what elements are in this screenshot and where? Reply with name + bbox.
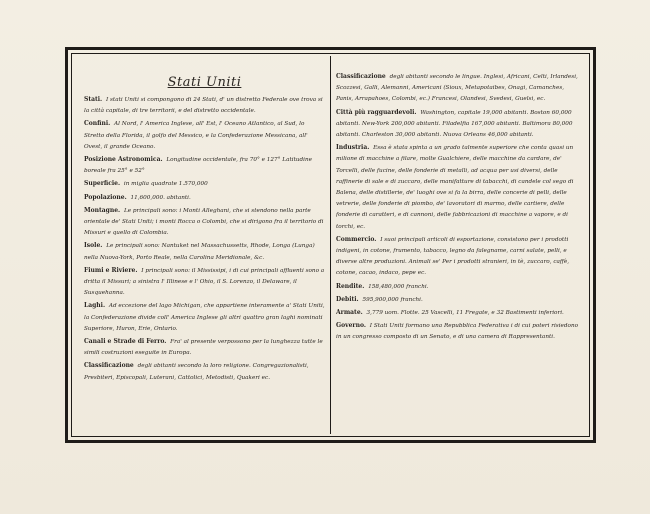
column-divider xyxy=(330,56,331,434)
entry-text: 595,900,000 franchi. xyxy=(362,296,423,303)
entry xyxy=(336,142,581,233)
entry-term: Superficie. xyxy=(84,180,121,188)
entry xyxy=(336,320,581,343)
entry xyxy=(84,178,325,190)
entry-term: Stati. xyxy=(84,96,103,103)
entry-term: Fiumi e Riviere. xyxy=(84,266,138,274)
entry-text: 11,600,000. abitanti. xyxy=(130,194,191,201)
entry-text: 3,779 uom. Flotte. 25 Vascelli, 11 Fregate, e 32 Bastimenti inferiori. xyxy=(366,310,564,317)
entry xyxy=(84,240,325,263)
entry-text: I principali sono: il Mississipi, i di cui principali affluenti sono a dritta il Missuri; a sinistra l' Illinese e l' Ohio, il S. Lorenzo, il Delaware, il Susquehanna. xyxy=(84,267,325,297)
entry-term: Città più ragguardevoli. xyxy=(336,108,417,116)
entry xyxy=(84,300,325,335)
entry xyxy=(84,360,325,383)
entry xyxy=(336,307,581,319)
entry-term: Montagne. xyxy=(84,206,121,214)
entry-text: Le principali sono: i Monti Alleghani, che si stendono nella parte orientale de' Stati Uniti; i monti Rocca o Colombi, che si dirigono fra il territorio di Missuri e quello di Colombia. xyxy=(84,207,324,237)
left-column xyxy=(84,56,325,432)
right-column xyxy=(336,56,581,432)
entry xyxy=(336,234,581,280)
entry-term: Posizione Astronomica. xyxy=(84,156,163,164)
entry xyxy=(84,118,325,153)
entry xyxy=(84,265,325,300)
entry xyxy=(336,71,581,106)
entry-term: Confini. xyxy=(84,120,111,128)
entry-text: Longitudine occidentale, fra 70° e 127° Latitudine boreale fra 25° e 52° xyxy=(84,157,313,175)
entry-term: Industria. xyxy=(336,144,370,152)
entry xyxy=(84,205,325,240)
entry-text: Al Nord, l' America Inglese, all' Est, l' Oceano Atlantico, al Sud, lo Stretto della Florida, il golfo del Messico, e la Confederazione Messicana, all' Ovest, il grande Oceano. xyxy=(84,121,308,150)
entry-term: Armate. xyxy=(336,309,363,317)
entry-term: Governo. xyxy=(336,322,366,330)
entry xyxy=(336,281,581,293)
entry-term: Rendite. xyxy=(336,282,365,290)
left-entry-list xyxy=(84,94,325,384)
entry-text: degli abitanti secondo le lingue. Inglesi, Africani, Celti, Irlandesi, Scozzesi, Galli, Alemanni, Americani (Sioux, Metapotaibes, Onagi, Camanches, Panis, Arrapahoes, Colombi, ec.) Francesi, Olandesi, Svedesi, Guelsi, ec. xyxy=(336,74,578,103)
entry xyxy=(336,294,581,306)
entry-text: Washington, capitale 19,000 abitanti. Boston 60,000 abitanti. New-York 200,000 abitanti. Filadelfia 167,000 abitanti. Baltimora 80,000 abitanti. Charleston 30,000 abitanti. Nuova Orleans 46,000 abitanti. xyxy=(336,109,573,139)
entry-term: Isole. xyxy=(84,242,103,250)
entry xyxy=(84,336,325,359)
entry-term: Commercio. xyxy=(336,235,377,243)
entry-term: Canali e Strade di Ferro. xyxy=(84,338,167,346)
entry-text: Ad eccezione del lago Michigan, che appartiene interamente a' Stati Uniti, la Confederazione divide coll' America Inglese gli altri quattro gran laghi nominati Superiore, Huron, Erie, Ontario. xyxy=(84,303,325,332)
entry-text: Essa è stata spinta a un grado talmente superiore che conta quasi un milione di macchine a filare, molte Gualchiere, delle macchine da cardare, de' Torcelli, delle fucine, delle fonderie di metalli, ad acqua per usi diversi, delle raffinerie di sale e di zuccaro, delle manifatture di tabacchi, di candele col sego di Balena, delle distillerie, de' luoghi ove si fa la birra, delle concerie di pelli, delle vetrerie, delle fonderie di piombo, de' lavoratori di marmo, delle cartiere, delle fonderie di caratteri, e di cannoni, delle fabbricazioni di macchine a vapore, e di torchi, ec. xyxy=(336,145,574,230)
entry-text: degli abitanti secondo la loro religione. Congregazionalisti, Presbiteri, Episcopali, Luterani, Cattolici, Metodisti, Quakeri ec. xyxy=(84,363,309,381)
entry-term: Classificazione xyxy=(84,362,134,370)
entry-term: Popolazione. xyxy=(84,193,127,201)
entry-term: Classificazione xyxy=(336,73,386,80)
entry-term: Debiti. xyxy=(336,295,359,303)
entry-term: Laghi. xyxy=(84,302,106,310)
entry-text: Fra' al presente verpossono per la lunghezza tutte le simili costruzioni eseguite in Europa. xyxy=(84,339,323,357)
entry-text: 158,480,000 franchi. xyxy=(368,283,429,290)
entry xyxy=(336,107,581,142)
entry xyxy=(84,94,325,117)
page-title: Stati Uniti xyxy=(167,75,242,90)
entry-text: I Stati Uniti formano una Repubblica Federativa i di cui poteri risiedono in un congresso composto di un Senato, e di una camera di Rappresentanti. xyxy=(336,323,579,341)
entry xyxy=(84,192,325,204)
entry-text: Le principali sono: Nantuket nel Massachussetts, Rhode, Longa (Lunga) nella Nuova-York, Porto Reale, nella Carolina Meridionale, &c. xyxy=(84,243,315,261)
right-entry-list xyxy=(336,71,581,344)
entry xyxy=(84,154,325,177)
entry-text: I stati Uniti si compongono di 24 Stati, d' un distretto Federale ove trova si la città capitale, di tre territorii, e del distretto occidentale. xyxy=(84,97,323,115)
entry-text: I suoi principali articoli di esportazione, consistono per i prodotti indigeni, in cotone, frumento, tabacco, legno da falegname, carni salate, pelli, e diverse altre produzioni. Animali se' Per i prodotti stranieri, in tè, zuccaro, caffè, cotone, cacao, indaco, pepe ec. xyxy=(336,236,570,277)
entry-text: in miglia quadrate 1.570,000 xyxy=(123,181,208,188)
